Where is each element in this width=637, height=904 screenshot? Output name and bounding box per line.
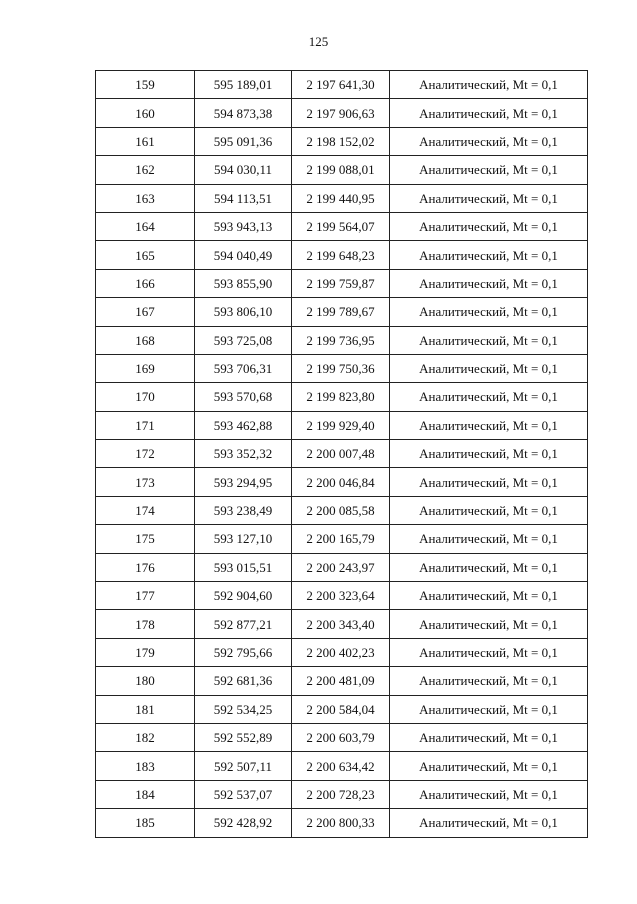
table-row bbox=[96, 440, 588, 468]
method-cell: Аналитический, Mt = 0,1 bbox=[390, 752, 588, 780]
y-coordinate-cell: 2 200 481,09 bbox=[292, 667, 390, 695]
point-number-cell: 180 bbox=[96, 667, 195, 695]
method-cell: Аналитический, Mt = 0,1 bbox=[390, 156, 588, 184]
coordinates-table-body bbox=[96, 71, 588, 838]
coordinates-table bbox=[95, 70, 588, 838]
x-coordinate-cell: 593 706,31 bbox=[195, 354, 292, 382]
x-coordinate-cell: 592 904,60 bbox=[195, 582, 292, 610]
method-cell: Аналитический, Mt = 0,1 bbox=[390, 440, 588, 468]
method-cell: Аналитический, Mt = 0,1 bbox=[390, 354, 588, 382]
point-number-cell: 172 bbox=[96, 440, 195, 468]
y-coordinate-cell: 2 197 641,30 bbox=[292, 71, 390, 99]
table-row bbox=[96, 298, 588, 326]
y-coordinate-cell: 2 200 046,84 bbox=[292, 468, 390, 496]
table-row bbox=[96, 780, 588, 808]
point-number-cell: 163 bbox=[96, 184, 195, 212]
x-coordinate-cell: 593 015,51 bbox=[195, 553, 292, 581]
point-number-cell: 169 bbox=[96, 354, 195, 382]
point-number-cell: 183 bbox=[96, 752, 195, 780]
method-cell: Аналитический, Mt = 0,1 bbox=[390, 667, 588, 695]
method-cell: Аналитический, Mt = 0,1 bbox=[390, 723, 588, 751]
y-coordinate-cell: 2 200 584,04 bbox=[292, 695, 390, 723]
y-coordinate-cell: 2 200 634,42 bbox=[292, 752, 390, 780]
table-row bbox=[96, 184, 588, 212]
method-cell: Аналитический, Mt = 0,1 bbox=[390, 212, 588, 240]
x-coordinate-cell: 593 855,90 bbox=[195, 269, 292, 297]
method-cell: Аналитический, Mt = 0,1 bbox=[390, 184, 588, 212]
method-cell: Аналитический, Mt = 0,1 bbox=[390, 298, 588, 326]
method-cell: Аналитический, Mt = 0,1 bbox=[390, 411, 588, 439]
table-row bbox=[96, 553, 588, 581]
method-cell: Аналитический, Mt = 0,1 bbox=[390, 695, 588, 723]
x-coordinate-cell: 595 091,36 bbox=[195, 127, 292, 155]
y-coordinate-cell: 2 200 243,97 bbox=[292, 553, 390, 581]
method-cell: Аналитический, Mt = 0,1 bbox=[390, 553, 588, 581]
method-cell: Аналитический, Mt = 0,1 bbox=[390, 525, 588, 553]
y-coordinate-cell: 2 200 323,64 bbox=[292, 582, 390, 610]
table-row bbox=[96, 326, 588, 354]
table-row bbox=[96, 212, 588, 240]
table-row bbox=[96, 383, 588, 411]
method-cell: Аналитический, Mt = 0,1 bbox=[390, 468, 588, 496]
y-coordinate-cell: 2 199 929,40 bbox=[292, 411, 390, 439]
table-row bbox=[96, 468, 588, 496]
x-coordinate-cell: 593 943,13 bbox=[195, 212, 292, 240]
table-row bbox=[96, 638, 588, 666]
y-coordinate-cell: 2 200 402,23 bbox=[292, 638, 390, 666]
point-number-cell: 162 bbox=[96, 156, 195, 184]
table-row bbox=[96, 723, 588, 751]
point-number-cell: 167 bbox=[96, 298, 195, 326]
x-coordinate-cell: 592 877,21 bbox=[195, 610, 292, 638]
x-coordinate-cell: 593 570,68 bbox=[195, 383, 292, 411]
table-row bbox=[96, 582, 588, 610]
table-row bbox=[96, 99, 588, 127]
point-number-cell: 174 bbox=[96, 496, 195, 524]
y-coordinate-cell: 2 199 823,80 bbox=[292, 383, 390, 411]
x-coordinate-cell: 594 873,38 bbox=[195, 99, 292, 127]
point-number-cell: 170 bbox=[96, 383, 195, 411]
method-cell: Аналитический, Mt = 0,1 bbox=[390, 383, 588, 411]
point-number-cell: 182 bbox=[96, 723, 195, 751]
point-number-cell: 181 bbox=[96, 695, 195, 723]
x-coordinate-cell: 592 507,11 bbox=[195, 752, 292, 780]
x-coordinate-cell: 594 113,51 bbox=[195, 184, 292, 212]
table-row bbox=[96, 752, 588, 780]
method-cell: Аналитический, Mt = 0,1 bbox=[390, 71, 588, 99]
table-row bbox=[96, 667, 588, 695]
table-row bbox=[96, 156, 588, 184]
table-row bbox=[96, 411, 588, 439]
table-row bbox=[96, 496, 588, 524]
point-number-cell: 161 bbox=[96, 127, 195, 155]
y-coordinate-cell: 2 200 603,79 bbox=[292, 723, 390, 751]
y-coordinate-cell: 2 200 343,40 bbox=[292, 610, 390, 638]
method-cell: Аналитический, Mt = 0,1 bbox=[390, 326, 588, 354]
x-coordinate-cell: 593 238,49 bbox=[195, 496, 292, 524]
table-row bbox=[96, 241, 588, 269]
point-number-cell: 175 bbox=[96, 525, 195, 553]
method-cell: Аналитический, Mt = 0,1 bbox=[390, 809, 588, 837]
method-cell: Аналитический, Mt = 0,1 bbox=[390, 241, 588, 269]
x-coordinate-cell: 593 352,32 bbox=[195, 440, 292, 468]
x-coordinate-cell: 592 552,89 bbox=[195, 723, 292, 751]
point-number-cell: 160 bbox=[96, 99, 195, 127]
y-coordinate-cell: 2 200 800,33 bbox=[292, 809, 390, 837]
x-coordinate-cell: 592 428,92 bbox=[195, 809, 292, 837]
table-row bbox=[96, 809, 588, 837]
point-number-cell: 168 bbox=[96, 326, 195, 354]
x-coordinate-cell: 593 127,10 bbox=[195, 525, 292, 553]
y-coordinate-cell: 2 200 728,23 bbox=[292, 780, 390, 808]
table-row bbox=[96, 525, 588, 553]
table-row bbox=[96, 127, 588, 155]
x-coordinate-cell: 592 534,25 bbox=[195, 695, 292, 723]
y-coordinate-cell: 2 199 750,36 bbox=[292, 354, 390, 382]
y-coordinate-cell: 2 199 088,01 bbox=[292, 156, 390, 184]
method-cell: Аналитический, Mt = 0,1 bbox=[390, 638, 588, 666]
y-coordinate-cell: 2 199 789,67 bbox=[292, 298, 390, 326]
point-number-cell: 171 bbox=[96, 411, 195, 439]
method-cell: Аналитический, Mt = 0,1 bbox=[390, 99, 588, 127]
x-coordinate-cell: 593 806,10 bbox=[195, 298, 292, 326]
method-cell: Аналитический, Mt = 0,1 bbox=[390, 269, 588, 297]
point-number-cell: 164 bbox=[96, 212, 195, 240]
y-coordinate-cell: 2 199 648,23 bbox=[292, 241, 390, 269]
x-coordinate-cell: 593 462,88 bbox=[195, 411, 292, 439]
table-row bbox=[96, 695, 588, 723]
point-number-cell: 166 bbox=[96, 269, 195, 297]
method-cell: Аналитический, Mt = 0,1 bbox=[390, 610, 588, 638]
method-cell: Аналитический, Mt = 0,1 bbox=[390, 496, 588, 524]
table-row bbox=[96, 71, 588, 99]
y-coordinate-cell: 2 199 440,95 bbox=[292, 184, 390, 212]
point-number-cell: 179 bbox=[96, 638, 195, 666]
y-coordinate-cell: 2 197 906,63 bbox=[292, 99, 390, 127]
x-coordinate-cell: 594 030,11 bbox=[195, 156, 292, 184]
x-coordinate-cell: 593 725,08 bbox=[195, 326, 292, 354]
table-row bbox=[96, 354, 588, 382]
point-number-cell: 165 bbox=[96, 241, 195, 269]
method-cell: Аналитический, Mt = 0,1 bbox=[390, 582, 588, 610]
x-coordinate-cell: 592 795,66 bbox=[195, 638, 292, 666]
y-coordinate-cell: 2 198 152,02 bbox=[292, 127, 390, 155]
x-coordinate-cell: 593 294,95 bbox=[195, 468, 292, 496]
point-number-cell: 178 bbox=[96, 610, 195, 638]
y-coordinate-cell: 2 199 759,87 bbox=[292, 269, 390, 297]
y-coordinate-cell: 2 200 007,48 bbox=[292, 440, 390, 468]
table-row bbox=[96, 610, 588, 638]
x-coordinate-cell: 594 040,49 bbox=[195, 241, 292, 269]
point-number-cell: 177 bbox=[96, 582, 195, 610]
table-row bbox=[96, 269, 588, 297]
point-number-cell: 185 bbox=[96, 809, 195, 837]
x-coordinate-cell: 592 681,36 bbox=[195, 667, 292, 695]
y-coordinate-cell: 2 200 165,79 bbox=[292, 525, 390, 553]
page-number: 125 bbox=[308, 34, 329, 49]
point-number-cell: 184 bbox=[96, 780, 195, 808]
point-number-cell: 159 bbox=[96, 71, 195, 99]
x-coordinate-cell: 595 189,01 bbox=[195, 71, 292, 99]
point-number-cell: 173 bbox=[96, 468, 195, 496]
method-cell: Аналитический, Mt = 0,1 bbox=[390, 127, 588, 155]
y-coordinate-cell: 2 199 564,07 bbox=[292, 212, 390, 240]
x-coordinate-cell: 592 537,07 bbox=[195, 780, 292, 808]
point-number-cell: 176 bbox=[96, 553, 195, 581]
y-coordinate-cell: 2 200 085,58 bbox=[292, 496, 390, 524]
method-cell: Аналитический, Mt = 0,1 bbox=[390, 780, 588, 808]
y-coordinate-cell: 2 199 736,95 bbox=[292, 326, 390, 354]
